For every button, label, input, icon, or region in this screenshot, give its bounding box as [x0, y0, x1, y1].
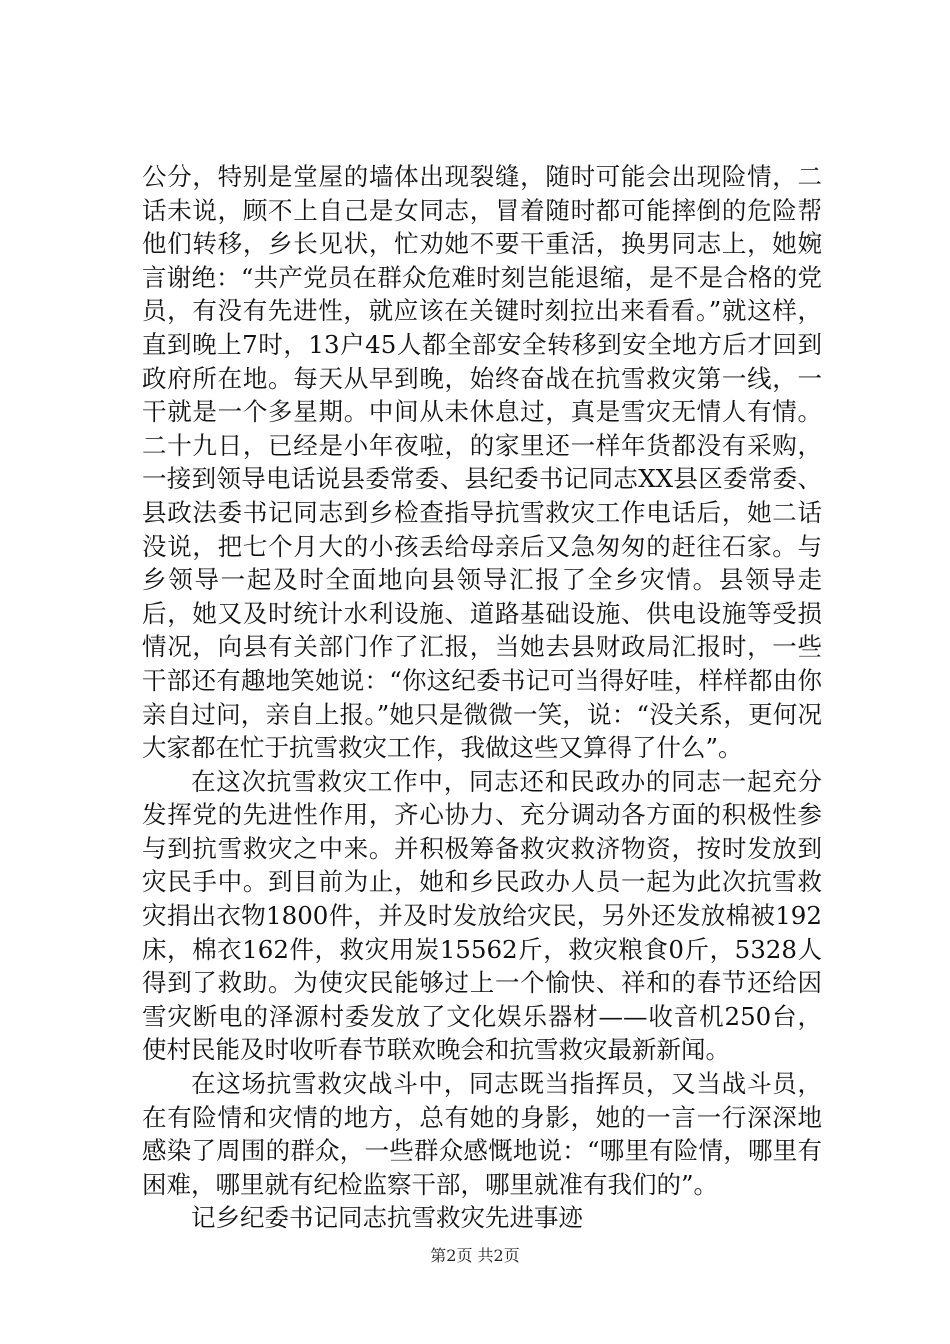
page-number-footer: 第2页 共2页: [430, 1246, 520, 1265]
paragraph-continued: 公分，特别是堂屋的墙体出现裂缝，随时可能会出现险情，二话未说，顾不上自己是女同志，冒着随时都可能摔倒的危险帮他们转移，乡长见状，忙劝她不要干重活，换男同志上，她婉言谢绝：“共产党员在群众危难时刻岂能退缩，是不是合格的党员，有没有先进性，就应该在关键时刻拉出来看看。”就这样，直到晚上7时，13户45人都全部安全转移到安全地方后才回到政府所在地。每天从早到晚，始终奋战在抗雪救灾第一线，一干就是一个多星期。中间从未休息过，真是雪灾无情人有情。二十九日，已经是小年夜啦，的家里还一样年货都没有采购，一接到领导电话说县委常委、县纪委书记同志XX县区委常委、县政法委书记同志到乡检查指导抗雪救灾工作电话后，她二话没说，把七个月大的小孩丢给母亲后又急匆匆的赶往石家。与乡领导一起及时全面地向县领导汇报了全乡灾情。县领导走后，她又及时统计水利设施、道路基础设施、供电设施等受损情况，向县有关部门作了汇报，当她去县财政局汇报时，一些干部还有趣地笑她说：“你这纪委书记可当得好哇，样样都由你亲自过问，亲自上报。”她只是微微一笑，说：“没关系，更何况大家都在忙于抗雪救灾工作，我做这些又算得了什么”。: [142, 162, 822, 763]
document-body: [142, 160, 822, 1235]
paragraph-relief-supplies: 在这次抗雪救灾工作中，同志还和民政办的同志一起充分发挥党的先进性作用，齐心协力、充分调动各方面的积极性参与到抗雪救灾之中来。并积极筹备救灾救济物资，按时发放到灾民手中。到目前为止，她和乡民政办人员一起为此次抗雪救灾捐出衣物1800件，并及时发放给灾民，另外还发放棉被192床，棉衣162件，救灾用炭15562斤，救灾粮食0斤，5328人得到了救助。为使灾民能够过上一个愉快、祥和的春节还给因雪灾断电的泽源村委发放了文化娱乐器材——收音机250台，使村民能及时收听春节联欢晚会和抗雪救灾最新新闻。: [142, 766, 822, 1065]
paragraph-conclusion: 在这场抗雪救灾战斗中，同志既当指挥员，又当战斗员，在有险情和灾情的地方，总有她的身影，她的一言一行深深地感染了周围的群众，一些群众感慨地说：“哪里有险情，哪里有困难，哪里就有纪检监察干部，哪里就准有我们的”。: [142, 1069, 822, 1199]
document-title-line: 记乡纪委书记同志抗雪救灾先进事迹: [191, 1203, 583, 1233]
